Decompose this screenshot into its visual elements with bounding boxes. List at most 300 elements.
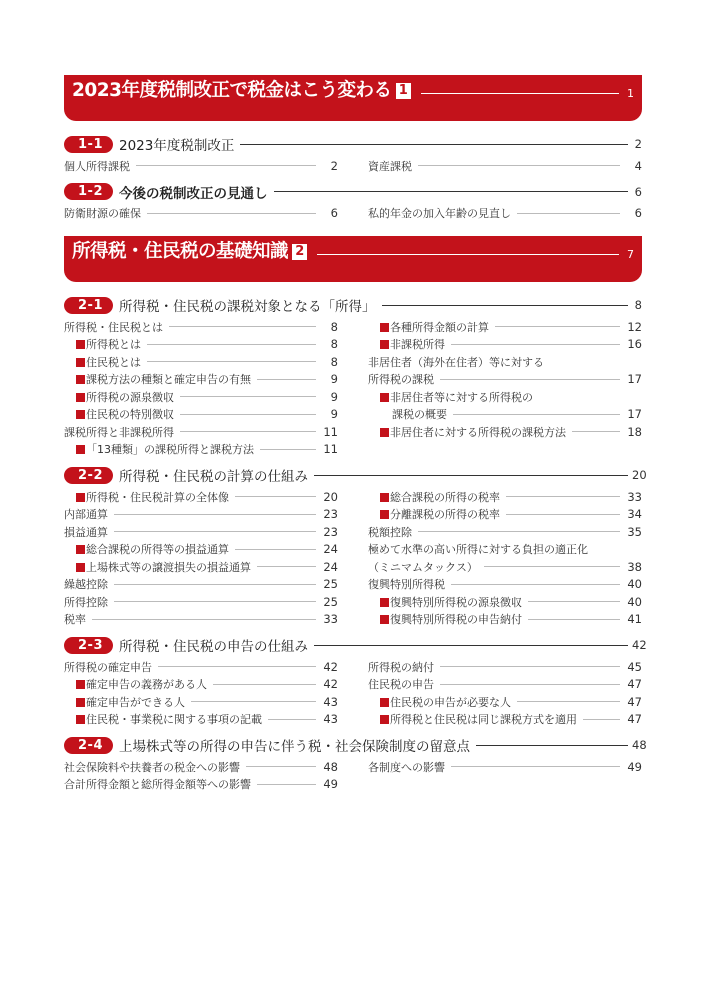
entry-label-wrap <box>368 541 588 557</box>
entry-leader-line <box>484 566 620 567</box>
section-title: 今後の税制改正の見通し <box>119 185 268 202</box>
entry-page-number: 35 <box>627 524 642 539</box>
entry-label: 確定申告の義務がある人 <box>86 678 207 692</box>
red-square-bullet-icon <box>380 428 389 437</box>
entry-leader-line <box>114 584 316 585</box>
red-square-bullet-icon <box>380 510 389 519</box>
entries-column-left <box>64 658 338 728</box>
toc-entry[interactable] <box>64 318 338 336</box>
entry-page-number: 25 <box>323 594 338 609</box>
entry-label: 内部通算 <box>64 508 108 522</box>
section-entries <box>64 157 642 175</box>
toc-entry[interactable] <box>64 423 338 441</box>
entry-label-wrap <box>64 319 163 335</box>
entry-page-number: 4 <box>634 158 642 173</box>
entry-leader-line <box>180 396 316 397</box>
toc-entry[interactable] <box>368 593 642 611</box>
entry-label: 各種所得金額の計算 <box>390 320 489 334</box>
toc-entry[interactable] <box>64 441 338 459</box>
entry-leader-line <box>257 566 316 567</box>
entry-label-wrap <box>64 506 108 522</box>
entry-page-number: 48 <box>323 759 338 774</box>
toc-entry[interactable] <box>64 558 338 576</box>
entry-leader-line <box>257 379 316 380</box>
entry-label-wrap <box>76 406 174 422</box>
entry-leader-line <box>506 514 620 515</box>
entries-column-left <box>64 758 338 793</box>
chapter-header-2[interactable] <box>64 236 642 282</box>
entry-label: 所得税の納付 <box>368 660 434 674</box>
entry-label-wrap <box>64 759 240 775</box>
entry-label: 合計所得金額と総所得金額等への影響 <box>64 778 251 792</box>
entry-page-number: 33 <box>627 489 642 504</box>
entry-leader-line <box>191 701 316 702</box>
section-header-1-1[interactable] <box>64 133 642 155</box>
section-entries <box>64 205 642 223</box>
entry-page-number: 47 <box>627 712 642 727</box>
toc-entry[interactable] <box>368 353 642 371</box>
toc-entry[interactable] <box>64 711 338 729</box>
entry-page-number: 9 <box>330 407 338 422</box>
entry-label: 住民税の申告が必要な人 <box>390 695 511 709</box>
section-title: 所得税・住民税の申告の仕組み <box>119 639 308 655</box>
red-square-bullet-icon <box>76 375 85 384</box>
section-header-1-2[interactable] <box>64 181 642 203</box>
entry-leader-line <box>114 514 316 515</box>
entry-label: 確定申告ができる人 <box>86 695 185 709</box>
toc-entry[interactable] <box>368 388 642 406</box>
red-square-bullet-icon <box>76 715 85 724</box>
entry-page-number: 9 <box>330 372 338 387</box>
entry-leader-line <box>440 684 620 685</box>
section-title: 所得税・住民税の計算の仕組み <box>119 469 308 485</box>
red-square-bullet-icon <box>76 410 85 419</box>
entry-label-wrap <box>368 205 511 221</box>
entry-leader-line <box>440 379 620 380</box>
entry-label: 所得税と住民税は同じ課税方式を適用 <box>390 713 577 727</box>
table-of-contents <box>64 75 647 799</box>
red-square-bullet-icon <box>76 445 85 454</box>
entry-page-number: 40 <box>627 594 642 609</box>
entry-leader-line <box>158 666 316 667</box>
entry-label-wrap <box>380 389 533 405</box>
toc-entry[interactable] <box>64 371 338 389</box>
entry-label: 復興特別所得税の源泉徴収 <box>390 595 522 609</box>
entry-label: 非居住者等に対する所得税の <box>390 390 533 404</box>
toc-entry[interactable] <box>368 423 642 441</box>
entry-page-number: 11 <box>323 442 338 457</box>
red-square-bullet-icon <box>380 393 389 402</box>
section-page-number: 6 <box>634 184 642 199</box>
entry-leader-line <box>495 326 620 327</box>
section-leader-line <box>314 645 628 646</box>
entry-label-wrap <box>64 611 86 627</box>
entry-label: 非課税所得 <box>390 338 445 352</box>
entry-label-wrap <box>380 424 566 440</box>
entry-page-number: 18 <box>627 424 642 439</box>
entry-page-number: 6 <box>634 206 642 221</box>
section-title: 2023年度税制改正 <box>119 138 235 154</box>
entry-label-wrap <box>76 694 185 710</box>
toc-entry[interactable] <box>64 523 338 541</box>
toc-entry[interactable] <box>64 676 338 694</box>
entry-leader-line <box>260 449 316 450</box>
toc-entry[interactable] <box>64 541 338 559</box>
entry-label: 所得税の課税 <box>368 373 434 387</box>
entry-label-wrap <box>380 506 500 522</box>
entry-leader-line <box>451 344 620 345</box>
entry-label: 課税方法の種類と確定申告の有無 <box>86 373 251 387</box>
entry-leader-line <box>147 344 316 345</box>
entry-label: 極めて水準の高い所得に対する負担の適正化 <box>368 543 588 557</box>
section-entries <box>64 318 642 458</box>
entry-label: 総合課税の所得等の損益通算 <box>86 543 229 557</box>
toc-entry[interactable] <box>64 406 338 424</box>
entry-page-number: 24 <box>323 559 338 574</box>
section-header-2-3[interactable] <box>64 634 647 656</box>
entries-column-right <box>368 658 642 728</box>
entry-page-number: 8 <box>330 319 338 334</box>
chapter-leader-line <box>317 254 619 255</box>
entry-page-number: 43 <box>323 712 338 727</box>
toc-entry[interactable] <box>368 576 642 594</box>
entry-label: 課税所得と非課税所得 <box>64 425 174 439</box>
chapter-page-number: 1 <box>627 87 634 100</box>
entry-label: 復興特別所得税の申告納付 <box>390 613 522 627</box>
toc-entry[interactable] <box>64 157 338 175</box>
section-page-number: 48 <box>632 738 647 752</box>
entry-label-wrap <box>380 694 511 710</box>
entries-column-left <box>64 205 338 223</box>
entry-page-number: 23 <box>323 507 338 522</box>
entries-column-right <box>368 758 642 793</box>
entry-label: 所得税・住民税とは <box>64 320 163 334</box>
chapter-title: 所得税・住民税の基礎知識 <box>72 241 289 262</box>
entry-leader-line <box>257 784 316 785</box>
section-number-badge: 2-3 <box>64 637 113 654</box>
entry-label-wrap <box>76 676 207 692</box>
entry-label-wrap <box>76 711 262 727</box>
entry-label: 住民税の特別徴収 <box>86 408 174 422</box>
section-header-2-1[interactable] <box>64 294 642 316</box>
toc-entry[interactable] <box>368 758 642 776</box>
entries-column-right <box>368 318 642 458</box>
section-leader-line <box>274 191 629 192</box>
entry-label: 住民税とは <box>86 355 141 369</box>
entry-page-number: 47 <box>627 694 642 709</box>
entry-label-wrap <box>76 389 174 405</box>
entry-leader-line <box>246 766 316 767</box>
entry-leader-line <box>528 619 620 620</box>
entry-label: 税額控除 <box>368 525 412 539</box>
section-page-number: 8 <box>634 298 642 312</box>
entry-label-wrap <box>76 489 229 505</box>
entry-leader-line <box>440 666 620 667</box>
entry-page-number: 23 <box>323 524 338 539</box>
entry-label-wrap <box>76 541 229 557</box>
entry-page-number: 12 <box>627 319 642 334</box>
chapter-number-badge: 2 <box>292 244 307 260</box>
chapter-page-number: 7 <box>627 248 634 261</box>
entry-leader-line <box>572 431 620 432</box>
chapter-title-wrap <box>64 75 411 103</box>
entry-label: 繰越控除 <box>64 578 108 592</box>
toc-entry[interactable] <box>368 558 642 576</box>
entry-label-wrap <box>380 489 500 505</box>
red-square-bullet-icon <box>76 493 85 502</box>
entry-label: 所得税の確定申告 <box>64 660 152 674</box>
toc-entry[interactable] <box>368 523 642 541</box>
toc-entry[interactable] <box>368 676 642 694</box>
red-square-bullet-icon <box>380 493 389 502</box>
entry-page-number: 17 <box>627 372 642 387</box>
section-entries <box>64 758 642 793</box>
entry-page-number: 24 <box>323 542 338 557</box>
red-square-bullet-icon <box>380 715 389 724</box>
toc-entry[interactable] <box>64 336 338 354</box>
red-square-bullet-icon <box>76 340 85 349</box>
entry-label-wrap <box>76 559 251 575</box>
entry-label-wrap <box>64 205 141 221</box>
entry-label: 課税の概要 <box>392 408 447 422</box>
toc-entry[interactable] <box>64 593 338 611</box>
red-square-bullet-icon <box>380 340 389 349</box>
entries-column-right <box>368 157 642 175</box>
entry-page-number: 47 <box>627 677 642 692</box>
entry-label: 各制度への影響 <box>368 760 445 774</box>
entry-label-wrap <box>64 659 152 675</box>
entry-leader-line <box>213 684 316 685</box>
red-square-bullet-icon <box>76 393 85 402</box>
entry-label: 所得税とは <box>86 338 141 352</box>
section-page-number: 42 <box>632 638 647 652</box>
section-page-number: 2 <box>634 137 642 151</box>
entry-label: 非居住者に対する所得税の課税方法 <box>390 425 566 439</box>
entry-page-number: 2 <box>330 158 338 173</box>
entry-page-number: 33 <box>323 612 338 627</box>
entry-page-number: 11 <box>323 424 338 439</box>
entry-label-wrap <box>392 406 447 422</box>
entry-label-wrap <box>368 559 478 575</box>
entry-label-wrap <box>368 158 412 174</box>
entry-label: 非居住者（海外在住者）等に対する <box>368 355 544 369</box>
section-title: 上場株式等の所得の申告に伴う税・社会保険制度の留意点 <box>119 739 470 755</box>
entry-label: 復興特別所得税 <box>368 578 445 592</box>
toc-entry[interactable] <box>368 693 642 711</box>
red-square-bullet-icon <box>76 680 85 689</box>
entry-label-wrap <box>368 759 445 775</box>
section-header-2-2[interactable] <box>64 464 647 486</box>
entry-label: 防衛財源の確保 <box>64 207 141 221</box>
toc-entry[interactable] <box>64 506 338 524</box>
red-square-bullet-icon <box>380 615 389 624</box>
toc-entry[interactable] <box>64 205 338 223</box>
entry-label-wrap <box>64 424 174 440</box>
red-square-bullet-icon <box>76 563 85 572</box>
section-leader-line <box>314 475 628 476</box>
entries-column-left <box>64 318 338 458</box>
section-number-badge: 2-4 <box>64 737 113 754</box>
entry-label-wrap <box>76 354 141 370</box>
section-number-badge: 1-1 <box>64 136 113 153</box>
entry-page-number: 6 <box>330 206 338 221</box>
entry-page-number: 8 <box>330 337 338 352</box>
entry-label: 社会保険料や扶養者の税金への影響 <box>64 760 240 774</box>
section-title: 所得税・住民税の課税対象となる「所得」 <box>119 299 376 315</box>
entry-leader-line <box>180 414 316 415</box>
entry-label: 所得税・住民税計算の全体像 <box>86 490 229 504</box>
toc-entry[interactable] <box>368 488 642 506</box>
entries-column-left <box>64 488 338 628</box>
chapter-number-badge: 1 <box>396 83 411 99</box>
entries-column-right <box>368 488 642 628</box>
entry-page-number: 17 <box>627 407 642 422</box>
entry-label-wrap <box>368 576 445 592</box>
entry-label-wrap <box>380 611 522 627</box>
section-number-badge: 2-2 <box>64 467 113 484</box>
toc-entry[interactable] <box>64 776 338 794</box>
entry-label: 私的年金の加入年齢の見直し <box>368 207 511 221</box>
chapter-title-wrap <box>64 236 307 264</box>
red-square-bullet-icon <box>380 598 389 607</box>
entry-leader-line <box>517 213 620 214</box>
entry-leader-line <box>235 549 316 550</box>
chapter-header-1[interactable] <box>64 75 642 121</box>
toc-entry[interactable] <box>64 611 338 629</box>
toc-entry[interactable] <box>64 353 338 371</box>
entry-page-number: 38 <box>627 559 642 574</box>
section-leader-line <box>240 144 628 145</box>
entry-page-number: 20 <box>323 489 338 504</box>
red-square-bullet-icon <box>76 545 85 554</box>
entry-label-wrap <box>380 711 577 727</box>
entry-label-wrap <box>368 524 412 540</box>
entry-label: 「13種類」の課税所得と課税方法 <box>86 443 254 457</box>
entry-leader-line <box>583 719 620 720</box>
section-page-number: 20 <box>632 468 647 482</box>
section-entries <box>64 658 642 728</box>
red-square-bullet-icon <box>76 698 85 707</box>
entry-label: 総合課税の所得の税率 <box>390 490 500 504</box>
entry-leader-line <box>528 601 620 602</box>
section-leader-line <box>382 305 629 306</box>
entry-leader-line <box>92 619 316 620</box>
entry-leader-line <box>418 531 620 532</box>
toc-entry[interactable] <box>64 758 338 776</box>
entry-label-wrap <box>64 776 251 792</box>
section-entries <box>64 488 642 628</box>
entry-label: 個人所得課税 <box>64 159 130 173</box>
entry-page-number: 41 <box>627 612 642 627</box>
entry-label-wrap <box>368 676 434 692</box>
entry-leader-line <box>517 701 620 702</box>
entry-label-wrap <box>64 524 108 540</box>
entry-label-wrap <box>368 371 434 387</box>
entry-leader-line <box>114 601 316 602</box>
entry-page-number: 49 <box>627 759 642 774</box>
entry-label: （ミニマムタックス） <box>368 560 478 574</box>
entry-leader-line <box>268 719 316 720</box>
entry-page-number: 25 <box>323 577 338 592</box>
section-header-2-4[interactable] <box>64 734 647 756</box>
toc-entry[interactable] <box>368 658 642 676</box>
entry-label-wrap <box>76 441 254 457</box>
entry-label: 分離課税の所得の税率 <box>390 508 500 522</box>
toc-entry[interactable] <box>368 611 642 629</box>
entries-column-right <box>368 205 642 223</box>
entry-leader-line <box>136 165 316 166</box>
entry-label: 損益通算 <box>64 525 108 539</box>
red-square-bullet-icon <box>76 358 85 367</box>
entry-label-wrap <box>64 576 108 592</box>
entry-label-wrap <box>380 319 489 335</box>
entry-page-number: 49 <box>323 777 338 792</box>
entry-leader-line <box>147 213 316 214</box>
entry-leader-line <box>235 496 316 497</box>
toc-entry[interactable] <box>368 205 642 223</box>
entry-leader-line <box>451 766 620 767</box>
entry-page-number: 8 <box>330 354 338 369</box>
section-leader-line <box>476 745 628 746</box>
toc-entry[interactable] <box>368 506 642 524</box>
toc-entry[interactable] <box>64 693 338 711</box>
entry-page-number: 42 <box>323 659 338 674</box>
entry-leader-line <box>180 431 316 432</box>
entry-label-wrap <box>368 659 434 675</box>
entry-label: 住民税の申告 <box>368 678 434 692</box>
entry-leader-line <box>506 496 620 497</box>
entries-column-left <box>64 157 338 175</box>
toc-entry[interactable] <box>368 711 642 729</box>
chapter-title: 2023年度税制改正で税金はこう変わる <box>72 80 392 101</box>
entry-label: 税率 <box>64 613 86 627</box>
entry-leader-line <box>451 584 620 585</box>
red-square-bullet-icon <box>380 323 389 332</box>
entry-label-wrap <box>380 336 445 352</box>
toc-entry[interactable] <box>368 336 642 354</box>
toc-entry[interactable] <box>64 488 338 506</box>
entry-leader-line <box>169 326 316 327</box>
entry-page-number: 42 <box>323 677 338 692</box>
entry-leader-line <box>147 361 316 362</box>
toc-entry[interactable] <box>368 541 642 559</box>
entry-label-wrap <box>76 336 141 352</box>
toc-entry[interactable] <box>64 388 338 406</box>
toc-entry[interactable] <box>368 157 642 175</box>
entry-label: 所得税の源泉徴収 <box>86 390 174 404</box>
spacer <box>64 228 642 236</box>
entry-page-number: 34 <box>627 507 642 522</box>
entry-label: 資産課税 <box>368 159 412 173</box>
entry-leader-line <box>418 165 620 166</box>
toc-entry[interactable] <box>368 318 642 336</box>
toc-entry[interactable] <box>368 371 642 389</box>
entry-label: 所得控除 <box>64 595 108 609</box>
red-square-bullet-icon <box>380 698 389 707</box>
toc-entry[interactable] <box>368 406 642 424</box>
section-number-badge: 1-2 <box>64 183 113 200</box>
toc-entry[interactable] <box>64 576 338 594</box>
entry-leader-line <box>114 531 316 532</box>
entry-page-number: 9 <box>330 389 338 404</box>
entry-page-number: 43 <box>323 694 338 709</box>
chapter-leader-line <box>421 93 620 94</box>
entry-label-wrap <box>76 371 251 387</box>
toc-entry[interactable] <box>64 658 338 676</box>
section-number-badge: 2-1 <box>64 297 113 314</box>
entry-label: 上場株式等の譲渡損失の損益通算 <box>86 560 251 574</box>
entry-leader-line <box>453 414 620 415</box>
